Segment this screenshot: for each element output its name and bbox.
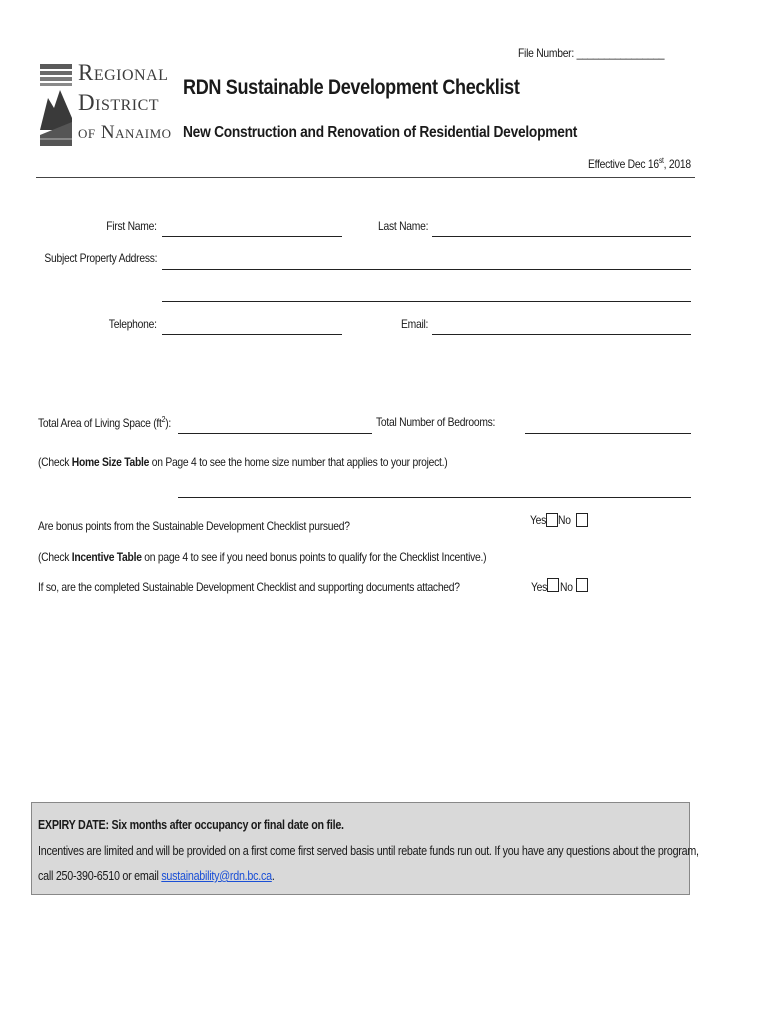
email-field[interactable] <box>432 334 691 335</box>
attached-question: If so, are the completed Sustainable Development Checklist and supporting documents attached? <box>38 580 460 594</box>
attached-no-checkbox[interactable] <box>576 578 588 592</box>
incentive-limit-text: Incentives are limited and will be provided on a first come first served basis until rebate funds run out. If you have any questions about the program, <box>38 844 699 858</box>
living-space-prefix: Total Area of Living Space (ft <box>38 416 162 430</box>
living-space-suffix: ): <box>165 416 172 430</box>
bedrooms-label: Total Number of Bedrooms: <box>376 415 496 429</box>
effective-date-sup: st <box>658 156 664 165</box>
rdn-logo <box>38 60 172 150</box>
address-field-line2[interactable] <box>162 301 691 302</box>
effective-date-suffix: , 2018 <box>663 157 691 171</box>
bonus-points-question: Are bonus points from the Sustainable Development Checklist pursued? <box>38 519 350 533</box>
bonus-no-checkbox[interactable] <box>576 513 588 527</box>
first-name-field[interactable] <box>162 236 342 237</box>
logo-line-district: District <box>78 90 160 115</box>
address-label: Subject Property Address: <box>44 251 157 265</box>
living-space-sup: 2 <box>161 415 166 424</box>
page-subtitle: New Construction and Renovation of Residential Development <box>183 124 578 141</box>
expiry-notice-box <box>31 802 699 895</box>
first-name-label: First Name: <box>106 219 157 233</box>
file-number-label: File Number: ________________ <box>518 46 665 60</box>
home-size-pre: (Check <box>38 455 72 469</box>
living-space-field[interactable] <box>178 433 372 434</box>
bedrooms-field[interactable] <box>525 433 691 434</box>
incentive-note <box>38 550 486 564</box>
contact-line-pre: call 250-390-6510 or email <box>38 869 162 883</box>
effective-date-prefix: Effective Dec 16 <box>588 157 659 171</box>
attached-yes-label: Yes <box>531 580 548 594</box>
attached-no-label: No <box>560 580 573 594</box>
incentive-pre: (Check <box>38 550 72 564</box>
last-name-field[interactable] <box>432 236 691 237</box>
telephone-label: Telephone: <box>109 317 157 331</box>
home-size-note <box>38 455 447 469</box>
attached-yes-checkbox[interactable] <box>547 578 559 592</box>
telephone-field[interactable] <box>162 334 342 335</box>
bonus-no-label: No <box>558 513 571 527</box>
incentive-bold: Incentive Table <box>71 550 142 564</box>
logo-mountain-icon <box>38 60 74 150</box>
contact-line-post: . <box>271 869 275 883</box>
home-size-number-field[interactable] <box>178 497 691 498</box>
bonus-yes-label: Yes <box>530 513 547 527</box>
page-title: RDN Sustainable Development Checklist <box>183 76 520 99</box>
effective-date <box>588 156 691 171</box>
home-size-bold: Home Size Table <box>71 455 150 469</box>
incentive-post: on page 4 to see if you need bonus points to qualify for the Checklist Incentive.) <box>141 550 487 564</box>
sustainability-email-link[interactable]: sustainability@rdn.bc.ca <box>161 869 272 883</box>
last-name-label: Last Name: <box>378 219 429 233</box>
home-size-post: on Page 4 to see the home size number that applies to your project.) <box>149 455 448 469</box>
header-divider <box>36 177 695 178</box>
bonus-yes-checkbox[interactable] <box>546 513 558 527</box>
address-field-line1[interactable] <box>162 269 691 270</box>
logo-line-nanaimo: of Nanaimo <box>78 122 172 143</box>
email-label: Email: <box>401 317 429 331</box>
expiry-date-text: EXPIRY DATE: Six months after occupancy or final date on file. <box>38 818 344 832</box>
logo-line-regional: Regional <box>78 60 169 85</box>
living-space-label <box>38 415 171 430</box>
contact-line <box>38 869 275 883</box>
